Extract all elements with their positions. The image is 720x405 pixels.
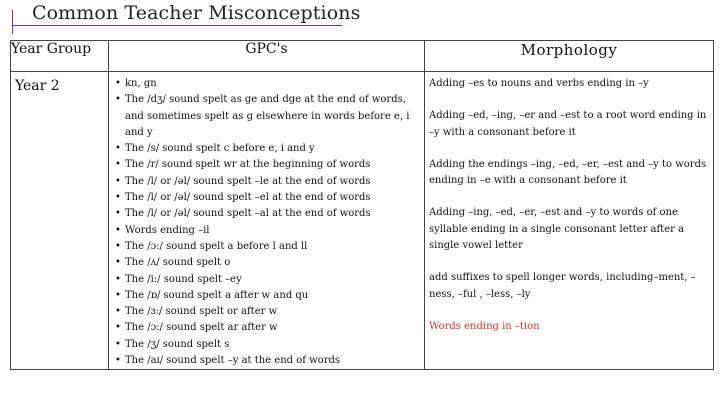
list-item: • The /s/ sound spelt c before e, i and y [115, 141, 424, 157]
list-item: • Words ending –il [115, 223, 424, 239]
list-item: • kn, gn [115, 76, 424, 92]
title-accent-line [12, 10, 13, 34]
table-row [11, 72, 714, 370]
list-item: • The /i:/ sound spelt –ey [115, 272, 424, 288]
year-cell: Year 2 [11, 72, 109, 370]
title-underline [12, 25, 342, 26]
list-item: • The /ɔ:/ sound spelt ar after w [115, 320, 424, 336]
morphology-item: Adding –ed, –ing, –er and –est to a root word ending in –y with a consonant before it [429, 110, 707, 138]
list-item: • The /l/ or /əl/ sound spelt –el at the end of words [115, 190, 424, 206]
list-item: • The /ɒ/ sound spelt a after w and qu [115, 288, 424, 304]
misconceptions-table [10, 40, 714, 370]
morphology-cell [425, 72, 714, 370]
header-gpcs: GPC's [109, 41, 425, 72]
list-item: • The /l/ or /əl/ sound spelt –le at the end of words [115, 174, 424, 190]
list-item: • The /ʒ/ sound spelt s [115, 337, 424, 353]
morphology-item: add suffixes to spell longer words, including–ment, –ness, –ful , –less, –ly [429, 272, 696, 300]
list-item: • The /dʒ/ sound spelt as ge and dge at the end of words, and sometimes spelt as g elsewhere in words before e, i and y [115, 92, 424, 141]
gpc-list [109, 72, 424, 369]
header-year-group: Year Group [11, 41, 109, 72]
list-item: • The /ɜ:/ sound spelt or after w [115, 304, 424, 320]
morphology-item: Adding –es to nouns and verbs ending in –y [429, 78, 649, 89]
morphology-item: Words ending in –tion [429, 320, 540, 332]
list-item: • The /l/ or /əl/ sound spelt –al at the end of words [115, 206, 424, 222]
header-row [11, 41, 714, 72]
header-morphology: Morphology [425, 41, 714, 72]
list-item: • The /ɔ:/ sound spelt a before l and ll [115, 239, 424, 255]
gpc-cell [109, 72, 425, 370]
list-item: • The /r/ sound spelt wr at the beginning of words [115, 157, 424, 173]
page-title: Common Teacher Misconceptions [32, 2, 361, 24]
list-item: • The /aɪ/ sound spelt –y at the end of words [115, 353, 424, 369]
morphology-item: Adding –ing, –ed, –er, –est and –y to words of one syllable ending in a single consonant letter after a single vowel letter [429, 207, 685, 252]
list-item: • The /ʌ/ sound spelt o [115, 255, 424, 271]
morphology-item: Adding the endings –ing, –ed, –er, –est and –y to words ending in –e with a consonant before it [429, 158, 707, 187]
